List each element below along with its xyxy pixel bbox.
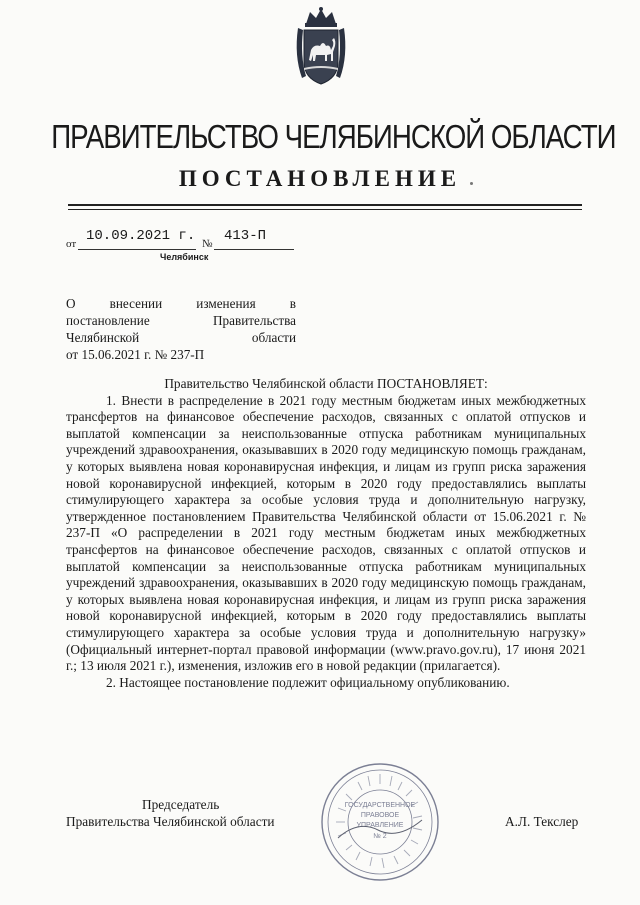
number-underline: [214, 249, 294, 250]
body-item-1: 1. Внести в распределение в 2021 году местным бюджетам иных межбюджетных трансфертов на финансовое обеспечение расходов, связанных с оплатой отпусков и выплатой компенсации за неиспользованные отпуска работникам муниципальных учреждений здравоохранения, оказывавших в 2020 году медицинскую помощь гражданам, у которых выявлена новая коронавирусная инфекция, и лицам из групп риска заражения новой коронавирусной инфекцией, которым в 2020 году предоставлялись выплаты стимулирующего характера за особые условия труда и дополнительную нагрузку, утвержденное постановлением Правительства Челябинской области от 15.06.2021 г. № 237-П «О распределении в 2021 году местным бюджетам иных межбюджетных трансфертов на финансовое обеспечение расходов, связанных с оплатой отпусков и выплатой компенсации за неиспользованные отпуска работникам муниципальных учреждений здравоохранения, оказывавших в 2020 году медицинскую помощь гражданам, у которых выявлена новая коронавирусная инфекция, и лицам из групп риска заражения новой коронавирусной инфекцией, которым в 2020 году предоставлялись выплаты стимулирующего характера за особые условия труда и дополнительную нагрузку» (Официальный интернет-портал правовой информации (www.pravo.gov.ru), 17 июня 2021 г.; 13 июля 2021 г.), изменения, изложив его в новой редакции (прилагается).: [66, 392, 586, 674]
document-type: ПОСТАНОВЛЕНИЕ: [178, 166, 462, 191]
date-underline: [78, 249, 196, 250]
signatory-organization: Правительства Челябинской области: [66, 814, 275, 829]
document-date: 10.09.2021 г.: [86, 228, 196, 244]
header-rule-thick: [68, 204, 582, 206]
number-prefix: №: [202, 238, 213, 250]
document-body: [66, 376, 586, 691]
seal-line: ГОСУДАРСТВЕННОЕ: [344, 802, 416, 809]
body-item-2: 2. Настоящее постановление подлежит официальному опубликованию.: [106, 674, 510, 690]
header-rule-thin: [68, 209, 582, 210]
signatory-name: А.Л. Текслер: [505, 814, 579, 829]
subject-line: Челябинской области: [66, 330, 296, 345]
subject-line: от 15.06.2021 г. № 237-П: [66, 347, 205, 362]
government-title: ПРАВИТЕЛЬСТВО ЧЕЛЯБИНСКОЙ ОБЛАСТИ: [51, 118, 616, 155]
subject-block: [66, 295, 296, 363]
city: Челябинск: [160, 252, 209, 262]
signatory-title: Председатель: [142, 797, 220, 812]
seal-line: ПРАВОВОЕ: [360, 812, 400, 819]
seal-line: № 2: [373, 833, 387, 840]
date-prefix: от: [66, 238, 77, 250]
coat-of-arms-emblem: [290, 6, 352, 88]
document-meta: [66, 228, 366, 268]
seal-line: УПРАВЛЕНИЕ: [356, 822, 404, 829]
subject-line: постановление Правительства: [66, 313, 296, 328]
document-number: 413-П: [224, 228, 267, 244]
subject-line: О внесении изменения в: [66, 296, 296, 311]
body-intro: Правительство Челябинской области ПОСТАНОВЛЯЕТ:: [164, 376, 488, 391]
official-seal: [318, 760, 442, 884]
